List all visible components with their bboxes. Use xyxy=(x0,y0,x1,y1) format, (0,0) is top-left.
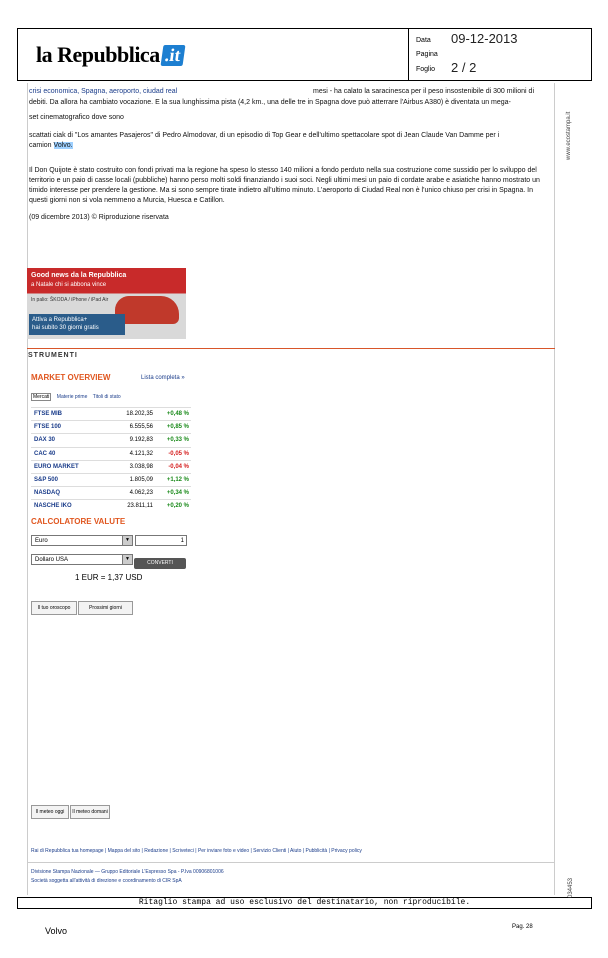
market-index-change: +0,20 % xyxy=(166,503,189,510)
ad-line2: a Natale chi si abbona vince xyxy=(31,282,107,288)
tab-meteo-domani[interactable]: Il meteo domani xyxy=(70,805,110,819)
strumenti-heading: STRUMENTI xyxy=(28,352,78,359)
market-index-value: 4.121,32 xyxy=(129,450,153,457)
market-index-change: +0,85 % xyxy=(166,424,189,431)
foglio-value: 2 / 2 xyxy=(451,60,477,75)
ad-line3: In palio: ŠKODA / iPhone / iPad Air xyxy=(31,297,109,303)
conversion-result: 1 EUR = 1,37 USD xyxy=(75,573,143,582)
market-overview-title: MARKET OVERVIEW xyxy=(31,373,111,382)
market-row[interactable] xyxy=(31,407,191,420)
market-row[interactable] xyxy=(31,473,191,486)
from-currency-value: Euro xyxy=(35,538,48,544)
repubblica-logo xyxy=(36,41,183,69)
market-index-value: 9.192,83 xyxy=(129,437,153,444)
market-index-change: +0,48 % xyxy=(166,411,189,417)
chevron-down-icon: ▼ xyxy=(122,555,132,564)
ad-line1: Good news da la Repubblica xyxy=(31,272,127,279)
article-para2-camion: camion xyxy=(29,142,52,149)
market-index-value: 3.038,98 xyxy=(129,463,153,470)
side-url: www.ecostampa.it xyxy=(566,111,572,160)
chevron-down-icon: ▼ xyxy=(122,536,132,545)
amount-input[interactable]: 1 xyxy=(135,535,187,546)
footer-corporate-line1: Divisione Stampa Nazionale — Gruppo Editoriale L'Espresso Spa - P.Iva 00906801006 xyxy=(31,869,224,875)
tab-mercati[interactable]: Mercati xyxy=(33,394,50,400)
market-row[interactable] xyxy=(31,460,191,473)
tab-prossimi-giorni[interactable]: Prossimi giorni xyxy=(78,601,133,615)
market-index-value: 6.555,56 xyxy=(129,424,153,431)
foglio-label: Foglio xyxy=(416,66,436,73)
side-code: 034453 xyxy=(568,877,574,898)
market-index-name: FTSE 100 xyxy=(34,424,62,431)
market-full-list-link[interactable]: Lista completa » xyxy=(141,375,185,381)
market-index-value: 23.811,11 xyxy=(127,503,153,510)
market-index-change: +0,34 % xyxy=(166,490,189,497)
logo-suffix: .it xyxy=(160,45,184,66)
logo-text: la Repubblica xyxy=(36,42,160,67)
currency-calculator-title: CALCOLATORE VALUTE xyxy=(31,517,126,526)
market-tabs xyxy=(31,394,121,400)
data-label: Data xyxy=(416,37,431,44)
ad-subscribe-button[interactable] xyxy=(29,314,125,335)
market-index-value: 18.202,35 xyxy=(126,411,153,417)
tab-titoli-di-stato[interactable]: Titoli di stato xyxy=(92,394,121,400)
article-para3: Il Don Quijote è stato costruito con fondi privati ma la regione ha speso lo stesso 140 milioni a fondo perduto nella sua costruzione come sussidio per lo sviluppo del territorio e un paio di casse locali (pubbliche) hanno perso molti soldi finanziando i suoi soci. Negli ultimi mesi un paio di cordate arabe e asiatiche hanno mostrato un timido interesse per prendere la gestione. Ma si sono sempre tirate indietro all'ultimo minuto. L'aeroporto di Ciudad Real non è l'unico chiuso per crisi in Spagna. In questi giorni non si vola nemmeno a Murcia, Huesca e Catillon. xyxy=(29,167,540,204)
market-index-name: NASDAQ xyxy=(34,490,61,497)
market-row[interactable] xyxy=(31,433,191,446)
highlight-volvo: Volvo. xyxy=(53,142,73,149)
reproduction-notice: Ritaglio stampa ad uso esclusivo del destinatario, non riproducibile. xyxy=(17,897,592,909)
market-index-name: EURO MARKET xyxy=(34,463,79,470)
convert-button[interactable]: CONVERTI xyxy=(134,558,186,569)
ad-btn-line1: Attiva a Repubblica+ xyxy=(32,317,88,323)
market-row[interactable] xyxy=(31,447,191,460)
from-currency-select[interactable] xyxy=(31,535,133,546)
market-index-name: DAX 30 xyxy=(34,437,56,444)
footer-divider xyxy=(27,862,555,863)
tab-meteo-oggi[interactable]: Il meteo oggi xyxy=(31,805,69,819)
ad-banner[interactable] xyxy=(27,268,186,339)
header-box xyxy=(17,28,592,81)
pagina-label: Pagina xyxy=(416,51,438,58)
article-line3: set cinematografico dove sono xyxy=(29,114,124,121)
footer-links[interactable]: Rai di Repubblica tua homepage | Mappa del sito | Redazione | Scriveteci | Per inviare foto e video | Servizio Clienti | Aiuto | Pubblicità | Privacy policy xyxy=(31,848,362,854)
page-number: Pag. 28 xyxy=(512,924,533,930)
article-tags-link[interactable]: crisi economica, Spagna, aeroporto, ciudad real xyxy=(29,88,178,95)
market-index-name: S&P 500 xyxy=(34,477,58,483)
market-index-name: CAC 40 xyxy=(34,450,56,457)
market-index-change: -0,05 % xyxy=(168,450,189,457)
market-index-name: FTSE MIB xyxy=(34,411,62,417)
tab-oroscopo[interactable]: Il tuo oroscopo xyxy=(31,601,77,615)
market-index-name: NASCHE IKO xyxy=(34,503,72,510)
market-row[interactable] xyxy=(31,420,191,433)
footer-corporate-line2: Società soggetta all'attività di direzione e coordinamento di CIR SpA xyxy=(31,878,182,884)
tab-materie-prime[interactable]: Materie prime xyxy=(56,394,88,400)
to-currency-select[interactable] xyxy=(31,554,133,565)
ad-btn-line2: hai subito 30 giorni gratis xyxy=(32,325,99,331)
data-value: 09-12-2013 xyxy=(451,31,518,46)
bottom-keyword: Volvo xyxy=(45,926,68,936)
market-index-value: 1.805,09 xyxy=(129,477,153,483)
article-line2: debiti. Da allora ha cambiato vocazione. E la sua lunghissima pista (4,2 km., una delle tre in Spagna dove può atterrare l'Airbus A380) è diventata un mega- xyxy=(29,99,511,106)
article-line1: mesi - ha calato la saracinesca per il peso insostenibile di 300 milioni di xyxy=(313,88,535,95)
article-para2-text: scattati ciak di "Los amantes Pasajeros" di Pedro Almodovar, di un episodio di Top Gear e dell'ultimo spettacolare spot di Jean Claude Van Damme per i xyxy=(29,132,500,139)
header-divider xyxy=(408,29,409,80)
article-para2 xyxy=(29,131,552,151)
market-row[interactable] xyxy=(31,499,191,512)
section-divider xyxy=(27,348,555,349)
market-index-change: +1,12 % xyxy=(166,477,189,483)
article-date-copyright: (09 dicembre 2013) © Riproduzione riservata xyxy=(29,214,169,221)
to-currency-value: Dollaro USA xyxy=(35,557,69,563)
market-index-change: +0,33 % xyxy=(166,437,189,444)
market-index-change: -0,04 % xyxy=(168,463,189,470)
market-row[interactable] xyxy=(31,486,191,499)
market-index-value: 4.062,23 xyxy=(129,490,153,497)
